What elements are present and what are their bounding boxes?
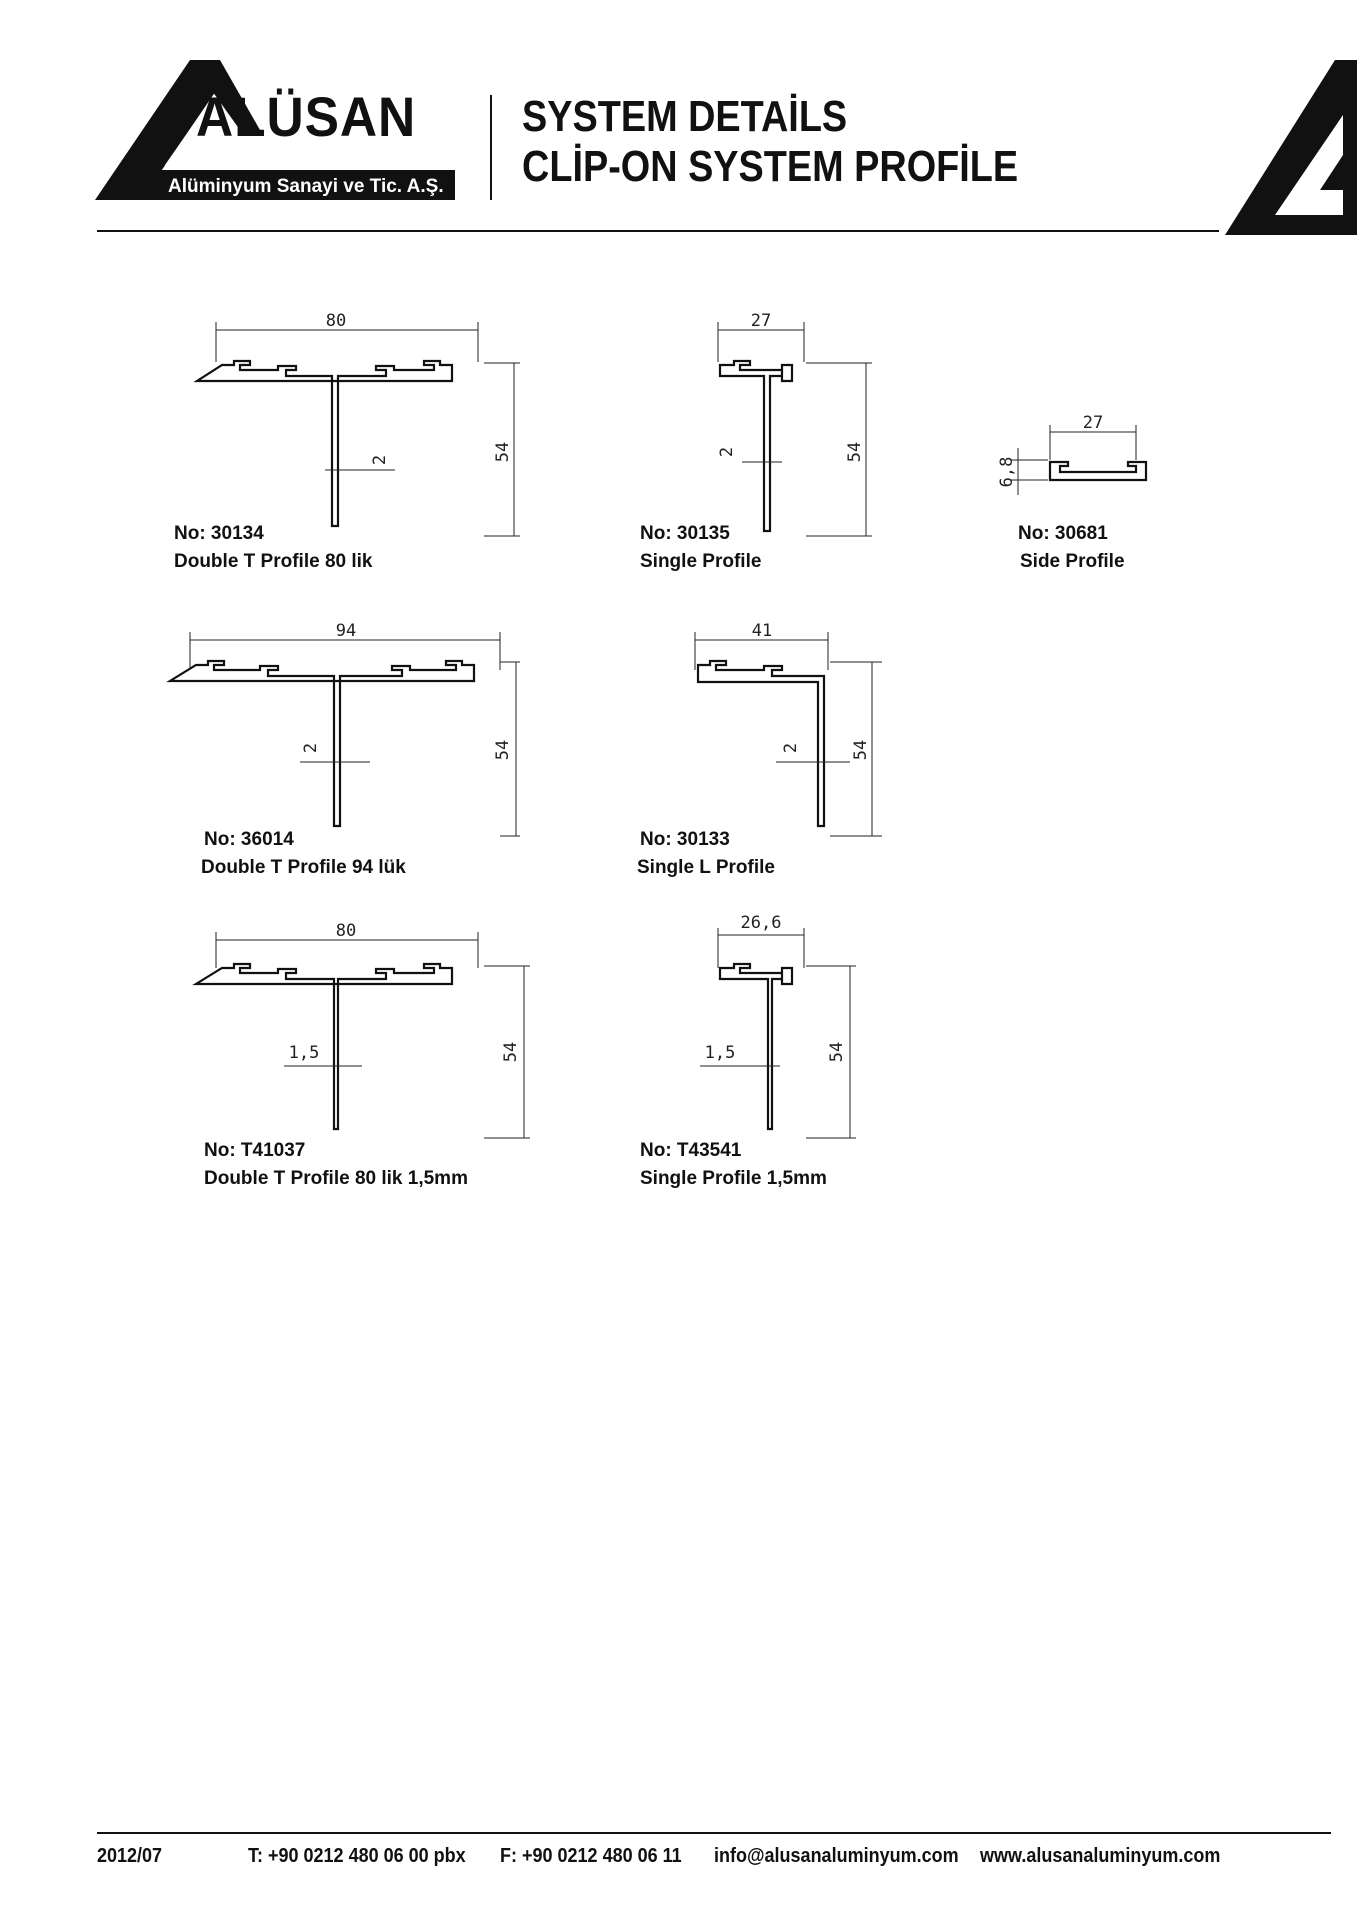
profile-name: Double T Profile 80 lik 1,5mm [204, 1168, 468, 1189]
caption-T41037 [204, 1140, 468, 1190]
dim-30133-thickness: 2 [781, 742, 801, 754]
profile-name: Side Profile [1020, 551, 1125, 572]
profile-name: Single Profile 1,5mm [640, 1168, 827, 1189]
footer-fax: F: +90 0212 480 06 11 [500, 1845, 682, 1867]
footer-rule [97, 1832, 1331, 1834]
page-title-line1: SYSTEM DETAİLS [522, 92, 848, 141]
dim-30134-height: 54 [493, 441, 513, 463]
dim-T41037-thickness: 1,5 [288, 1043, 320, 1063]
company-name: Alüminyum Sanayi ve Tic. A.Ş. [168, 176, 444, 197]
page-title-line2: CLİP-ON SYSTEM PROFİLE [522, 142, 1019, 191]
caption-30133 [637, 829, 775, 879]
caption-30134 [174, 523, 373, 573]
profile-name: Single Profile [640, 551, 762, 572]
dim-T43541-height: 54 [827, 1041, 847, 1063]
profile-number: No: 36014 [204, 829, 294, 850]
dim-T43541-width: 26,6 [740, 913, 782, 933]
caption-T43541 [640, 1140, 827, 1190]
caption-30681 [1018, 523, 1125, 573]
footer-website[interactable]: www.alusanaluminyum.com [980, 1845, 1221, 1867]
footer-date: 2012/07 [97, 1845, 163, 1867]
dim-30134-width: 80 [325, 311, 347, 331]
caption-30135 [640, 523, 761, 573]
profile-T41037-shape [196, 964, 452, 1129]
dim-30681-width: 27 [1082, 413, 1104, 433]
dim-T41037-width: 80 [335, 921, 357, 941]
brand-name: ALÜSAN [196, 85, 417, 148]
dim-T41037-height: 54 [501, 1041, 521, 1063]
profile-30681-shape [1050, 462, 1146, 480]
dim-30135-thickness: 2 [717, 446, 737, 458]
profile-number: No: 30135 [640, 523, 730, 544]
dim-36014-thickness: 2 [301, 742, 321, 754]
dim-30133-height: 54 [851, 739, 871, 761]
dim-36014-width: 94 [335, 621, 357, 641]
dim-30135-height: 54 [845, 441, 865, 463]
dim-30134-thickness: 2 [370, 454, 390, 466]
footer-phone: T: +90 0212 480 06 00 pbx [248, 1845, 466, 1867]
dim-30135-width: 27 [750, 311, 772, 331]
profile-number: No: 30133 [640, 829, 730, 850]
dim-T43541-thickness: 1,5 [704, 1043, 736, 1063]
profile-36014-shape [170, 661, 474, 826]
profile-number: No: 30134 [174, 523, 264, 544]
profile-number: No: 30681 [1018, 523, 1108, 544]
profile-30135-shape [720, 361, 792, 531]
dim-30133-width: 41 [751, 621, 773, 641]
profile-name: Double T Profile 80 lik [174, 551, 373, 572]
profile-number: No: T41037 [204, 1140, 306, 1161]
footer-email[interactable]: info@alusanaluminyum.com [714, 1845, 959, 1867]
profile-name: Double T Profile 94 lük [201, 857, 406, 878]
dim-36014-height: 54 [493, 739, 513, 761]
profile-30133-shape [698, 661, 824, 826]
profile-number: No: T43541 [640, 1140, 742, 1161]
caption-36014 [201, 829, 406, 879]
profile-30134-shape [197, 361, 452, 526]
dim-30681-height: 6,8 [997, 456, 1017, 488]
profile-name: Single L Profile [637, 857, 775, 878]
